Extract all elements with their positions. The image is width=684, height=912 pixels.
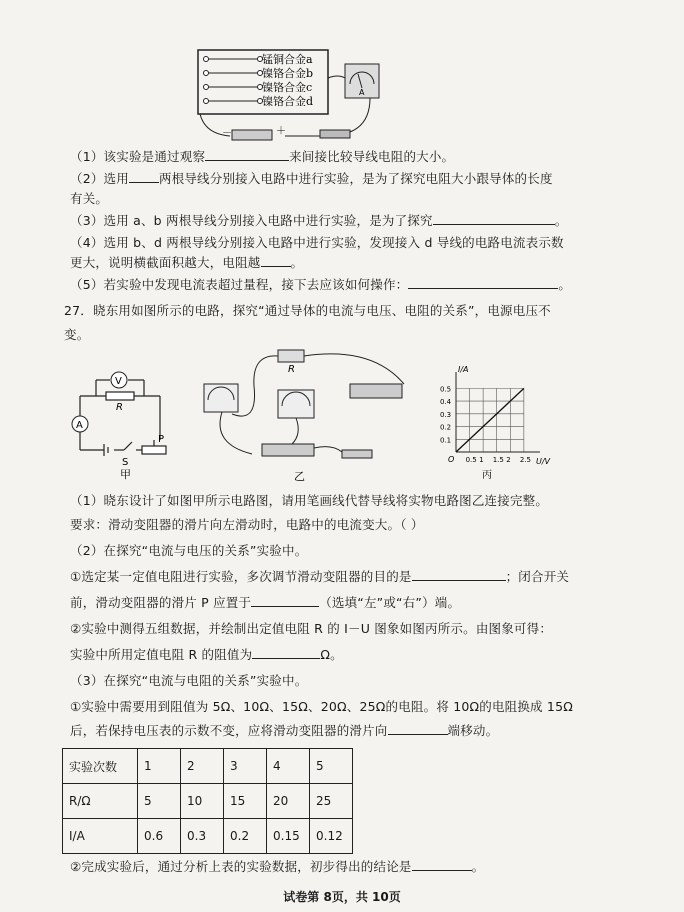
- table-cell: 0.6: [138, 819, 181, 854]
- table-cell: 15: [224, 784, 267, 819]
- q27-intro-cont: 变。: [64, 327, 90, 342]
- q26-item4-cont: [70, 254, 303, 272]
- q26-item1-text-end: 来间接比较导线电阻的大小。: [289, 149, 455, 164]
- q27-part2a-cont-text: 前，滑动变阻器的滑片 P 应置于: [70, 595, 252, 610]
- alloy-label-b: 镍铬合金b: [262, 67, 314, 80]
- alloy-label-d: 镍铬合金d: [262, 95, 314, 108]
- table-row: [63, 819, 353, 854]
- series-line: [456, 388, 524, 452]
- table-cell: 10: [181, 784, 224, 819]
- answer-blank[interactable]: [205, 160, 289, 161]
- resistor-label: R: [116, 402, 123, 413]
- q27-part3b-text-end: 。: [471, 859, 485, 874]
- apparatus-figure-yi: [192, 344, 418, 484]
- table-cell: 2: [181, 749, 224, 784]
- table-cell: 5: [138, 784, 181, 819]
- table-cell: 20: [267, 784, 310, 819]
- answer-blank[interactable]: [129, 182, 159, 183]
- svg-text:＋: ＋: [276, 126, 286, 137]
- x-tick-label: 2.5: [519, 456, 531, 464]
- origin-label: O: [448, 455, 455, 464]
- q26-item3-end: 。: [554, 213, 568, 228]
- q27-part2b: ②实验中测得五组数据，并绘制出定值电阻 R 的 I－U 图象如图丙所示。由图象可得：: [70, 621, 553, 636]
- table-header-cell: I/A: [63, 819, 138, 854]
- q27-part2a-cont: [70, 594, 460, 612]
- table-cell: 5: [310, 749, 353, 784]
- q26-item4: （4）选用 b、d 两根导线分别接入电路中进行实验，发现接入 d 导线的电路电流表示数: [70, 235, 564, 250]
- q26-item1: [70, 148, 454, 166]
- voltmeter-label: V: [115, 376, 122, 387]
- q27-part2a-text-end: ；闭合开关: [505, 569, 570, 584]
- q26-item5-end: 。: [558, 277, 572, 292]
- table-header-cell: 实验次数: [63, 749, 138, 784]
- q27-part3a: ①实验中需要用到阻值为 5Ω、10Ω、15Ω、20Ω、25Ω的电阻。将 10Ω的电阻换成 15Ω: [70, 699, 573, 714]
- q27-part2a-text: ①选定某一定值电阻进行实验，多次调节滑动变阻器的目的是: [70, 569, 412, 584]
- y-tick-label: 0.5: [440, 385, 452, 394]
- x-axis-label: U/V: [536, 457, 551, 466]
- q26-item2-text-end: 两根导线分别接入电路中进行实验，是为了探究电阻大小跟导体的长度: [158, 171, 553, 186]
- answer-blank[interactable]: [412, 580, 506, 581]
- q26-item5-text: （5）若实验中发现电流表超过量程，接下去应该如何操作：: [70, 277, 409, 292]
- table-cell: 3: [224, 749, 267, 784]
- x-tick-label: 1: [479, 456, 484, 464]
- alloy-label-c: 镍铬合金c: [262, 81, 313, 94]
- y-axis-label: I/A: [458, 365, 469, 374]
- q27-part1-requirement: 要求：滑动变阻器的滑片向左滑动时，电路中的电流变大。（ ）: [70, 517, 424, 532]
- table-row: [63, 749, 353, 784]
- q26-item2-cont: 有关。: [70, 191, 109, 206]
- table-cell: 0.15: [267, 819, 310, 854]
- page-footer: 试卷第 8页，共 10页: [283, 890, 401, 904]
- q27-part3a-cont-text: 后，若保持电压表的示数不变，应将滑动变阻器的滑片向: [70, 723, 388, 738]
- alloy-wire-figure: [190, 44, 380, 144]
- q27-part2a-cont-text-end: （选填“左”或“右”）端。: [319, 595, 461, 610]
- q26-item4-end: 。: [290, 255, 304, 270]
- answer-blank[interactable]: [261, 266, 291, 267]
- q27-intro: 27．晓东用如图所示的电路，探究“通过导体的电流与电压、电阻的关系”，电源电压不: [64, 303, 551, 318]
- q27-part3b: [70, 858, 484, 876]
- table-header-cell: R/Ω: [63, 784, 138, 819]
- q26-item3-text: （3）选用 a、b 两根导线分别接入电路中进行实验，是为了探究: [70, 213, 433, 228]
- answer-blank[interactable]: [408, 288, 558, 289]
- data-table: [62, 748, 353, 854]
- table-cell: 1: [138, 749, 181, 784]
- table-cell: 0.2: [224, 819, 267, 854]
- figure-caption-bing: 丙: [482, 470, 492, 481]
- q27-part2b-cont-text: 实验中所用定值电阻 R 的阻值为: [70, 647, 253, 662]
- iu-graph-bing: [430, 364, 551, 482]
- table-cell: 0.3: [181, 819, 224, 854]
- q27-part3a-cont-text-end: 端移动。: [447, 723, 499, 738]
- q26-item2: [70, 170, 553, 188]
- q26-item3: [70, 212, 567, 230]
- q27-part2a: [70, 568, 569, 586]
- slider-label: P: [158, 434, 165, 445]
- q26-item5: [70, 276, 571, 294]
- q27-part2b-cont-text-end: Ω。: [320, 647, 343, 662]
- answer-blank[interactable]: [252, 658, 320, 659]
- figure-caption-yi: 乙: [294, 470, 305, 483]
- answer-blank[interactable]: [433, 224, 555, 225]
- q26-item4-text: 更大，说明横截面积越大，电阻越: [70, 255, 261, 270]
- table-row: [63, 784, 353, 819]
- ammeter-label: A: [359, 88, 365, 97]
- y-tick-label: 0.1: [440, 436, 452, 445]
- q27-part2b-cont: [70, 646, 343, 664]
- q26-item2-text: （2）选用: [70, 171, 129, 186]
- q27-part3: （3）在探究“电流与电阻的关系”实验中。: [70, 673, 308, 688]
- y-tick-label: 0.4: [440, 398, 452, 407]
- x-tick-label: 1.5: [492, 456, 504, 464]
- q27-part2: （2）在探究“电流与电压的关系”实验中。: [70, 543, 308, 558]
- table-cell: 4: [267, 749, 310, 784]
- svg-text:－: －: [222, 128, 232, 139]
- figure-caption-jia: 甲: [120, 468, 131, 481]
- y-tick-label: 0.3: [440, 410, 452, 419]
- answer-blank[interactable]: [388, 734, 448, 735]
- resistor-label: R: [288, 364, 295, 375]
- q27-part3a-cont: [70, 722, 498, 740]
- q27-part3b-text: ②完成实验后，通过分析上表的实验数据，初步得出的结论是: [70, 859, 412, 874]
- q26-item1-text: （1）该实验是通过观察: [70, 149, 206, 164]
- switch-label: S: [122, 457, 129, 468]
- table-cell: 0.12: [310, 819, 353, 854]
- answer-blank[interactable]: [251, 606, 319, 607]
- q27-part1: （1）晓东设计了如图甲所示电路图，请用笔画线代替导线将实物电路图乙连接完整。: [70, 493, 549, 508]
- ammeter-label: A: [76, 420, 83, 431]
- table-cell: 25: [310, 784, 353, 819]
- alloy-label-a: 锰铜合金a: [262, 53, 313, 66]
- x-tick-label: 2: [506, 456, 511, 464]
- circuit-diagram-jia: [60, 368, 180, 480]
- y-tick-label: 0.2: [440, 423, 452, 432]
- answer-blank[interactable]: [412, 870, 472, 871]
- x-tick-label: 0.5: [465, 456, 477, 464]
